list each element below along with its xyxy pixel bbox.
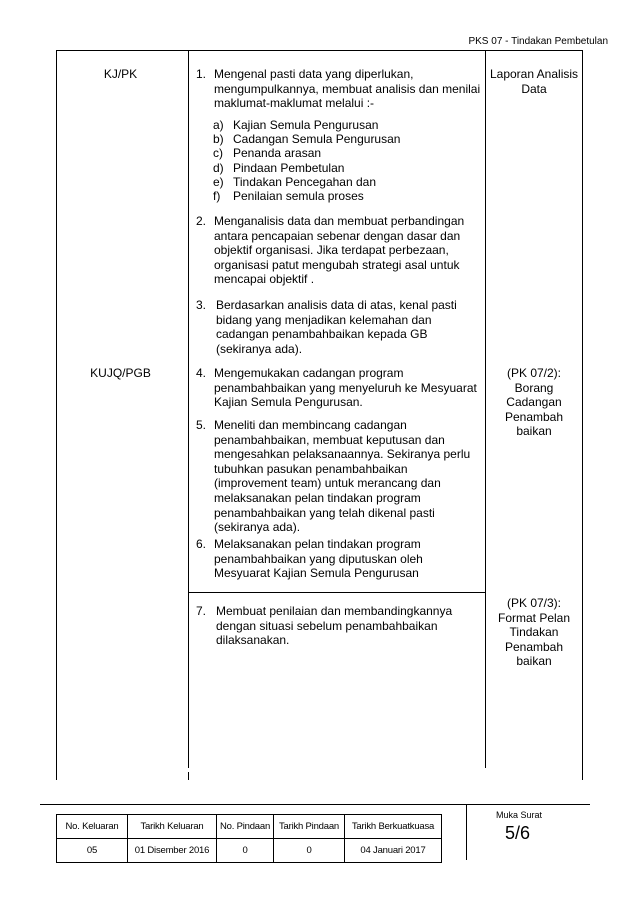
- footer-page-divider: [466, 804, 467, 860]
- document-header-title: PKS 07 - Tindakan Pembetulan: [468, 36, 608, 47]
- header-no-keluaran: No. Keluaran: [57, 815, 128, 839]
- value-tarikh-pindaan: 0: [274, 839, 345, 863]
- sub-item-text: Pindaan Pembetulan: [233, 160, 345, 175]
- header-divider: [56, 50, 582, 51]
- header-tarikh-keluaran: Tarikh Keluaran: [128, 815, 217, 839]
- page-number: 5/6: [505, 823, 531, 843]
- sub-item-list: [213, 118, 400, 203]
- sub-item: [213, 175, 400, 189]
- table-border-right: [582, 50, 583, 780]
- sub-item-letter: d): [213, 160, 224, 175]
- table-column-divider-1-tail: [188, 772, 189, 780]
- step-text: Mengemukakan cadangan program penambahbaikan yang menyeluruh ke Mesyuarat Kajian Semula Pengurusan.: [214, 366, 477, 410]
- table-column-divider-1: [188, 50, 189, 768]
- sub-item-letter: a): [213, 118, 224, 132]
- step-number: 2.: [196, 214, 207, 228]
- sub-item-text: Tindakan Pencegahan dan: [233, 174, 377, 189]
- value-tarikh-berkuatkuasa: 04 Januari 2017: [345, 839, 442, 863]
- sub-item-text: Penanda arasan: [233, 146, 322, 161]
- step-text: Menganalisis data dan membuat perbandingan antara pencapaian sebenar dengan dasar dan objektif organisasi. Jika terdapat perbezaan, organisasi patut mengubah strategi asal untuk mencapai objektif .: [214, 214, 465, 287]
- step-number: 7.: [196, 604, 207, 618]
- control-table-header-row: [57, 815, 442, 839]
- step-text: Berdasarkan analisis data di atas, kenal pasti bidang yang menjadikan kelemahan dan cadangan penambahbaikan kepada GB (sekiranya ada).: [216, 298, 457, 356]
- step-5: [196, 418, 482, 535]
- value-no-pindaan: 0: [217, 839, 274, 863]
- form-laporan-analisis-data: Laporan Analisis Data: [489, 67, 579, 96]
- sub-item-text: Kajian Semula Pengurusan: [233, 118, 379, 132]
- table-border-left: [56, 50, 57, 780]
- sub-item: [213, 161, 400, 175]
- step-3: [196, 298, 482, 356]
- step-1: [196, 67, 482, 111]
- step-number: 3.: [196, 298, 207, 312]
- form-pk-07-3: (PK 07/3): Format Pelan Tindakan Penambah baikan: [497, 596, 571, 669]
- value-no-keluaran: 05: [57, 839, 128, 863]
- sub-item-letter: b): [213, 132, 224, 147]
- sub-item: [213, 118, 400, 132]
- control-table-value-row: [57, 839, 442, 863]
- sub-item-text: Cadangan Semula Pengurusan: [233, 132, 401, 147]
- step-2: [196, 214, 482, 287]
- step-number: 1.: [196, 67, 207, 81]
- sub-item-letter: e): [213, 174, 224, 189]
- sub-item-text: Penilaian semula proses: [233, 189, 364, 204]
- sub-item: [213, 146, 400, 160]
- row-divider: [188, 592, 485, 593]
- value-tarikh-keluaran: 01 Disember 2016: [128, 839, 217, 863]
- sub-item: [213, 132, 400, 146]
- step-text: Meneliti dan membincang cadangan penambahbaikan, membuat keputusan dan mengesahkan pelaksanaannya. Sekiranya perlu tubuhkan pasukan penambahbaikan (improvement team) untuk merancang dan melaksanakan pelan tindakan program penambahbaikan yang telah dikenal pasti (sekiranya ada).: [214, 418, 471, 535]
- step-number: 6.: [196, 537, 207, 551]
- step-text: Mengenal pasti data yang diperlukan, mengumpulkannya, membuat analisis dan menilai maklumat-maklumat melalui :-: [214, 67, 481, 111]
- header-no-pindaan: No. Pindaan: [217, 815, 274, 839]
- muka-surat-label: Muka Surat: [496, 810, 543, 820]
- step-4: [196, 366, 482, 410]
- table-column-divider-2: [485, 50, 486, 768]
- step-6: [196, 537, 482, 581]
- role-kj-pk: KJ/PK: [103, 67, 138, 81]
- step-number: 4.: [196, 366, 207, 380]
- sub-item-letter: f): [213, 189, 221, 204]
- step-text: Melaksanakan pelan tindakan program penambahbaikan yang diputuskan oleh Mesyuarat Kajian Semula Pengurusan: [214, 537, 423, 581]
- sub-item: [213, 189, 400, 203]
- step-text: Membuat penilaian dan membandingkannya dengan situasi sebelum penambahbaikan dilaksanakan.: [216, 604, 453, 648]
- header-tarikh-berkuatkuasa: Tarikh Berkuatkuasa: [345, 815, 442, 839]
- footer-divider: [40, 804, 590, 805]
- step-number: 5.: [196, 418, 207, 432]
- form-pk-07-2: (PK 07/2): Borang Cadangan Penambah baikan: [504, 366, 564, 439]
- role-kujq-pgb: KUJQ/PGB: [90, 366, 151, 380]
- header-tarikh-pindaan: Tarikh Pindaan: [274, 815, 345, 839]
- step-7: [196, 604, 482, 648]
- document-control-table: [56, 814, 442, 863]
- sub-item-letter: c): [213, 146, 223, 161]
